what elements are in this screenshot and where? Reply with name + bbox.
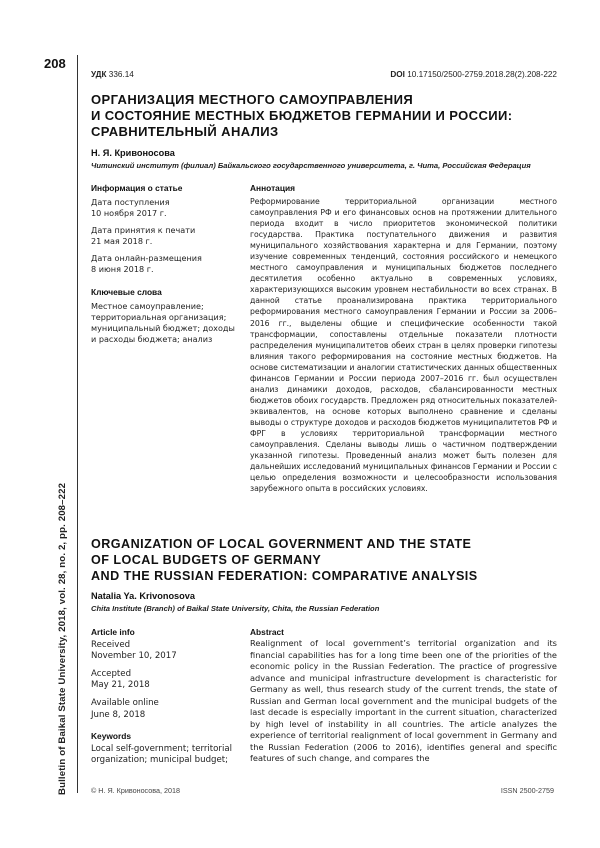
abstract-heading: Abstract xyxy=(250,627,284,637)
article-info-heading: Article info xyxy=(91,627,135,637)
page-number: 208 xyxy=(44,56,66,71)
title-en: ORGANIZATION OF LOCAL GOVERNMENT AND THE STATE OF LOCAL BUDGETS OF GERMANY AND THE RUSSIAN FEDERATION: COMPARATIVE ANALYSIS xyxy=(91,537,478,583)
article-info-en xyxy=(91,627,241,767)
doi[interactable]: DOI 10.17150/2500-2759.2018.28(2).208-222 xyxy=(390,70,557,79)
online-date: Дата онлайн-размещения 8 июня 2018 г. xyxy=(91,253,202,274)
affiliation-ru: Читинский институт (филиал) Байкальского государственного университета, г. Чита, Российская Федерация xyxy=(91,161,531,170)
copyright: © Н. Я. Кривоносова, 2018 xyxy=(91,786,180,795)
author-ru: Н. Я. Кривоносова xyxy=(91,148,175,158)
article-info-heading: Информация о статье xyxy=(91,183,183,193)
article-info-ru xyxy=(91,183,241,345)
issn: ISSN 2500-2759 xyxy=(500,786,554,795)
keywords-heading: Ключевые слова xyxy=(91,287,162,297)
received-date: Дата поступления 10 ноября 2017 г. xyxy=(91,197,170,218)
abstract-heading: Аннотация xyxy=(250,183,296,193)
abstract-en xyxy=(250,627,557,765)
accepted-date: Дата принятия к печати 21 мая 2018 г. xyxy=(91,225,196,246)
affiliation-en: Chita Institute (Branch) of Baikal State University, Chita, the Russian Federation xyxy=(91,604,380,613)
keywords-text: Local self-government; territorial organization; municipal budget; xyxy=(91,743,232,766)
title-ru: ОРГАНИЗАЦИЯ МЕСТНОГО САМОУПРАВЛЕНИЯ И СОСТОЯНИЕ МЕСТНЫХ БЮДЖЕТОВ ГЕРМАНИИ И РОССИИ: СРАВНИТЕЛЬНЫЙ АНАЛИЗ xyxy=(91,92,513,139)
udk: УДК 336.14 xyxy=(91,70,134,79)
online-date: Available online June 8, 2018 xyxy=(91,697,159,720)
author-en: Natalia Ya. Krivonosova xyxy=(91,591,195,601)
abstract-text: Realignment of local government’s territorial organization and its financial capabilities has for a long time been one of the priorities of the economic policy in the Russian Federation. The practice of progressive advance and municipal infrastructure development is characteristic for Germany as well, thus research study of the current trends, the state of Russian and German local government and the municipal budgets of the last decade is especially important in the current situation, characterized by high level of instability in all countries. The article analyzes the experience of territorial realignment of local government in Germany and the Russian Federation (2006 to 2016), identifies general and specific features of such change, and compares the xyxy=(250,638,557,764)
margin-rule xyxy=(77,55,78,793)
abstract-text: Реформирование территориальной организации местного самоуправления РФ и его финансовых основ на протяжении длительного периода входит в число приоритетов экономической политики государства. Практика поступательного движения и развития муниципального хозяйствования характерна и для Германии, поэтому изучение современных тенденций, состояния российского и немецкого местного самоуправления и муниципальных бюджетов последнего десятилетия особенно актуально в современных условиях, характеризующихся высоким уровнем нестабильности во всех странах. В данной статье проанализирована практика территориального реформирования местного самоуправления Германии и России за 2006–2016 гг., выделены общие и специфические особенности такой трансформации, сопоставлены отдельные показатели плотности распределения муниципалитетов обеих стран в целях проверки гипотезы влияния такого реформирования на состояние местных бюджетов. На основе систематизации и аналогии статистических данных общественных финансов Германии и России периода 2007–2016 гг. был осуществлен анализ динамики доходов, расходов, сбалансированности местных бюджетов обоих государств. Предложен ряд относительных показателей-эквивалентов, на основе которых выполнено сравнение и сделаны выводы о структуре доходов и расходов бюджетов муниципалитетов РФ и ФРГ в условиях территориальной трансформации местного самоуправления. Сделаны выводы лишь о частичном подтверждении указанной гипотезы. Проведенный анализ может быть полезен для дальнейших исследований муниципальных финансов Германии и России с целью определения возможности и целесообразности использования зарубежного опыта в российских условиях. xyxy=(250,197,557,494)
keywords-heading: Keywords xyxy=(91,731,132,742)
received-date: Received November 10, 2017 xyxy=(91,639,177,662)
accepted-date: Accepted May 21, 2018 xyxy=(91,668,150,691)
keywords-text: Местное самоуправление; территориальная организация; муниципальный бюджет; доходы и расходы бюджета; анализ xyxy=(91,301,235,344)
abstract-ru xyxy=(250,183,557,494)
running-head-vertical: Bulletin of Baikal State University, 2018, vol. 28, no. 2, pp. 208–222 xyxy=(57,482,68,795)
